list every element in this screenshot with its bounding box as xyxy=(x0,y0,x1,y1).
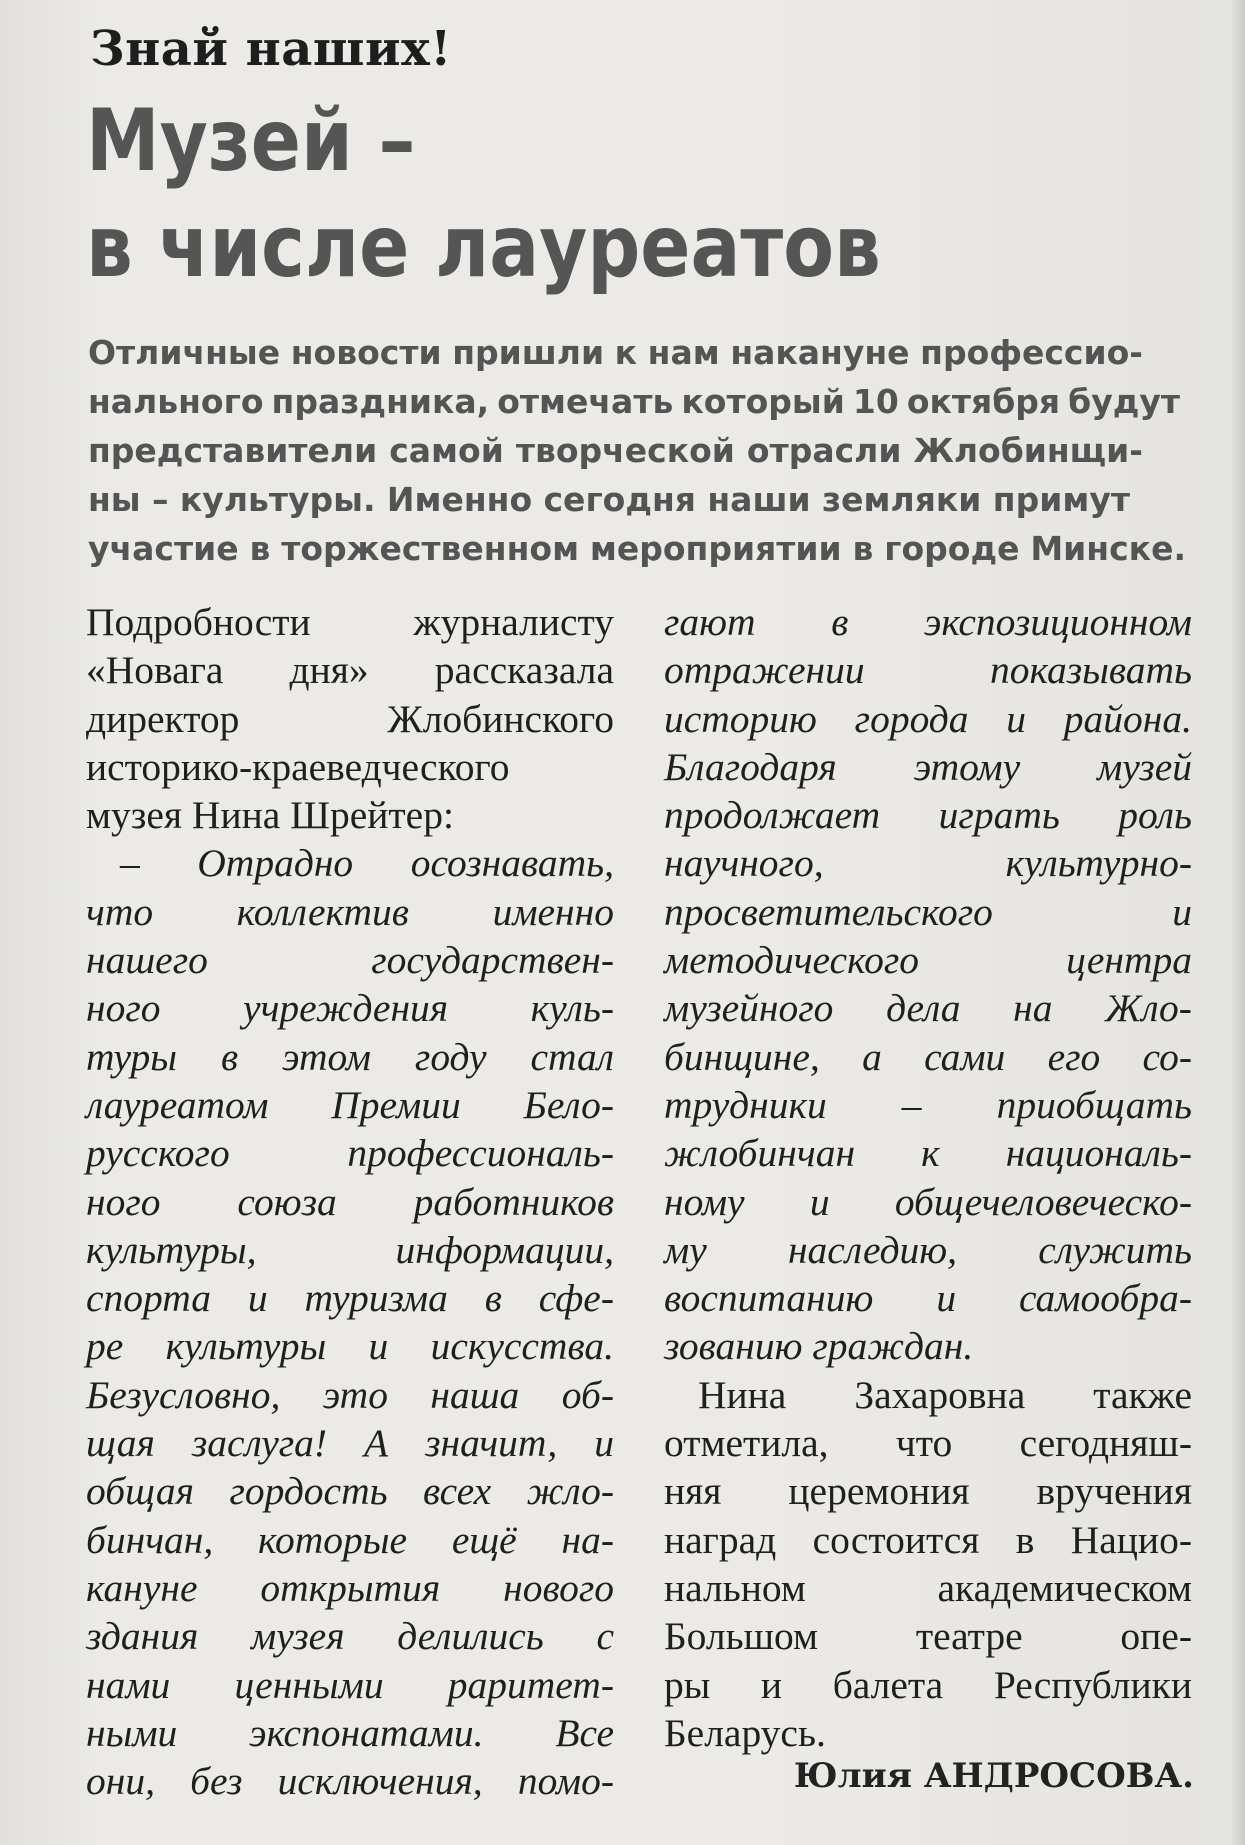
headline-line: в числе лауреатов xyxy=(86,197,881,297)
text-line: они, без исключения, помо- xyxy=(86,1759,614,1804)
text-line: няя церемония вручения xyxy=(664,1469,1192,1514)
lead-line: Отличные новости пришли к нам накануне профессио- xyxy=(88,333,1143,372)
text-line: зованию граждан. xyxy=(664,1324,974,1369)
lead-line: ны – культуры. Именно сегодня наши земляки примут xyxy=(88,480,1130,519)
text-line: отражении показывать xyxy=(664,648,1192,693)
text-line: что коллектив именно xyxy=(86,889,614,934)
text-line: Подробности журналисту xyxy=(86,600,614,644)
lead-line: представители самой творческой отрасли Жлобинщи- xyxy=(88,431,1143,470)
text-line: воспитанию и самообра- xyxy=(664,1276,1192,1321)
rubric: Знай наших! xyxy=(90,21,452,77)
text-line: культуры, информации, xyxy=(86,1227,614,1272)
text-line: трудники – приобщать xyxy=(664,1082,1192,1127)
page-edge-shadow xyxy=(1231,0,1245,1845)
text-line: научного, культурно- xyxy=(664,841,1192,886)
text-line: ре культуры и искусства. xyxy=(86,1324,614,1369)
text-line: туры в этом году стал xyxy=(86,1034,614,1079)
text-line: продолжает играть роль xyxy=(664,793,1192,838)
text-line: Благодаря этому музей xyxy=(664,744,1192,789)
text-line: Нина Захаровна также xyxy=(698,1372,1192,1417)
text-line: наград состоится в Нацио- xyxy=(664,1517,1192,1562)
text-line: – Отрадно осознавать, xyxy=(120,841,614,886)
text-line: бинщине, а сами его со- xyxy=(664,1034,1192,1079)
text-line: лауреатом Премии Бело- xyxy=(86,1082,614,1127)
body-column-left xyxy=(86,598,614,1805)
text-line: ного учреждения куль- xyxy=(86,986,614,1031)
text-line: русского профессиональ- xyxy=(86,1131,614,1176)
text-line: бинчан, которые ещё на- xyxy=(86,1517,614,1562)
text-line: отметила, что сегодняш- xyxy=(664,1421,1192,1466)
text-line: ными экспонатами. Все xyxy=(86,1710,614,1755)
text-line: нальном академическом xyxy=(664,1565,1192,1610)
text-line: жлобинчан к националь- xyxy=(664,1131,1192,1176)
text-line: Большом театре опе- xyxy=(664,1614,1192,1659)
text-line: музея Нина Шрейтер: xyxy=(86,793,454,838)
text-line: нами ценными раритет- xyxy=(86,1662,614,1707)
text-line: му наследию, служить xyxy=(664,1227,1192,1272)
lead-paragraph xyxy=(88,328,1186,573)
headline-line: Музей – xyxy=(86,91,416,191)
text-line: просветительского и xyxy=(664,889,1192,934)
text-line: музейного дела на Жло- xyxy=(664,986,1192,1031)
text-line: щая заслуга! А значит, и xyxy=(86,1421,614,1466)
text-line: историко-краеведческого xyxy=(86,744,510,789)
text-line: историю города и района. xyxy=(664,696,1192,741)
text-line: нашего государствен- xyxy=(86,938,614,983)
lead-line: участие в торжественном мероприятии в городе Минске. xyxy=(88,529,1186,568)
text-line: «Новага дня» рассказала xyxy=(86,648,614,693)
author-byline: Юлия АНДРОСОВА. xyxy=(793,1756,1194,1796)
text-line: кануне открытия нового xyxy=(86,1565,614,1610)
text-line: общая гордость всех жло- xyxy=(86,1469,614,1514)
text-line: ры и балета Республики xyxy=(664,1662,1192,1707)
headline xyxy=(86,88,881,300)
text-line: ному и общечеловеческо- xyxy=(664,1179,1192,1224)
text-line: спорта и туризма в сфе- xyxy=(86,1276,614,1321)
text-line: методического центра xyxy=(664,938,1192,983)
text-line: здания музея делились с xyxy=(86,1614,614,1659)
text-line: ного союза работников xyxy=(86,1179,614,1224)
text-line: Беларусь. xyxy=(664,1710,826,1755)
text-line: Безусловно, это наша об- xyxy=(86,1372,614,1417)
lead-line: нального праздника, отмечать который 10 октября будут xyxy=(88,382,1180,421)
text-line: директор Жлобинского xyxy=(86,696,614,741)
text-line: гают в экспозиционном xyxy=(664,600,1192,644)
body-column-right xyxy=(664,598,1192,1757)
